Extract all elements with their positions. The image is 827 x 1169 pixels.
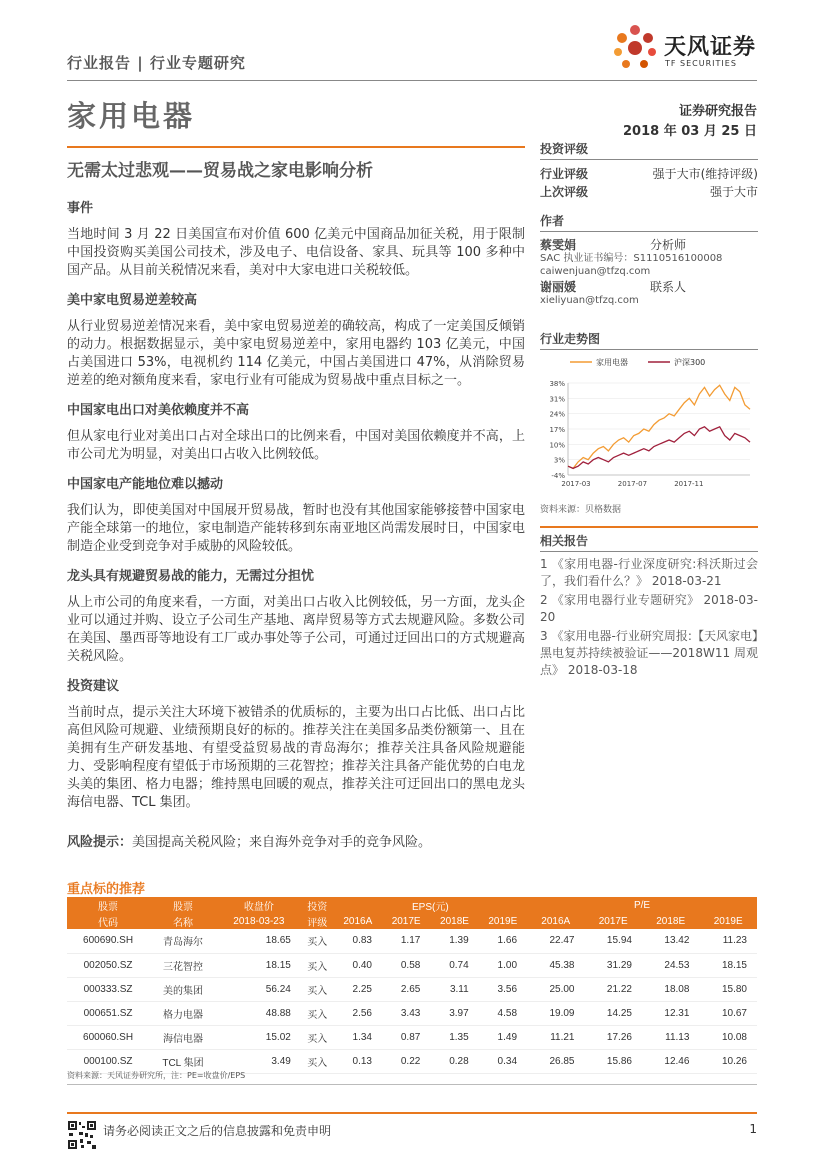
table-cell: 17.26 bbox=[584, 1025, 641, 1049]
table-cell: 1.17 bbox=[382, 929, 430, 953]
table-cell: 3.43 bbox=[382, 1001, 430, 1025]
section-trade-deficit-paragraph: 从行业贸易逆差情况来看，美中家电贸易逆差的确较高，构成了一定美国反倾销的动力。根据数据显示，美中家电贸易逆差中，家用电器约 103 亿美元，中国占美国进口 53%，电视机约 114 亿美元，中国占美国进口 47%，从消除贸易逆差的绝对额角度来看，家电行业有可能成为贸易战中重点目标之一。 bbox=[67, 319, 525, 388]
related-panel bbox=[540, 526, 758, 681]
author-email-link[interactable]: xieliyuan@tfzq.com bbox=[540, 295, 639, 306]
table-cell: 22.47 bbox=[527, 929, 584, 953]
table-cell: 2.25 bbox=[334, 977, 382, 1001]
table-cell: 0.74 bbox=[430, 953, 478, 977]
author-email-link[interactable]: caiwenjuan@tfzq.com bbox=[540, 266, 651, 277]
table-cell: 买入 bbox=[301, 1025, 334, 1049]
table-cell: 买入 bbox=[301, 1001, 334, 1025]
report-type: 证券研究报告 bbox=[678, 104, 757, 119]
x-tick-label: 2017-11 bbox=[674, 480, 704, 488]
event-heading: 事件 bbox=[67, 201, 94, 216]
table-cell: 0.40 bbox=[334, 953, 382, 977]
table-cell: 48.88 bbox=[217, 1001, 301, 1025]
table-cell: 1.66 bbox=[479, 929, 527, 953]
author-name: 蔡雯娟 bbox=[540, 237, 577, 252]
table-cell: 买入 bbox=[301, 977, 334, 1001]
col-header: 2019E bbox=[699, 913, 757, 929]
table-cell: 3.11 bbox=[430, 977, 478, 1001]
col-header: 评级 bbox=[301, 913, 334, 929]
logo-mark-icon bbox=[612, 24, 658, 72]
footer-divider bbox=[67, 1112, 757, 1114]
col-header: 2016A bbox=[527, 913, 584, 929]
table-cell: 买入 bbox=[301, 953, 334, 977]
table-cell: 3.56 bbox=[479, 977, 527, 1001]
table-cell: 18.15 bbox=[699, 953, 757, 977]
trend-heading: 行业走势图 bbox=[540, 330, 758, 350]
table-note: 资料来源：天风证券研究所，注：PE=收盘价/EPS bbox=[67, 1071, 246, 1080]
prev-rating-label: 上次评级 bbox=[540, 184, 589, 199]
section-trade-deficit-heading: 美中家电贸易逆差较高 bbox=[67, 293, 198, 308]
table-cell: 11.21 bbox=[527, 1025, 584, 1049]
table-cell: 26.85 bbox=[527, 1049, 584, 1073]
table-cell: 海信电器 bbox=[149, 1025, 217, 1049]
x-tick-label: 2017-07 bbox=[617, 480, 648, 488]
pe-group-header: P/E bbox=[527, 897, 757, 913]
table-cell: 1.35 bbox=[430, 1025, 478, 1049]
author-role: 联系人 bbox=[650, 279, 687, 294]
table-row bbox=[67, 929, 757, 953]
author-sac: SAC 执业证书编号：S1110516100008 bbox=[540, 253, 723, 264]
table-header-row bbox=[67, 913, 757, 929]
table-cell: 2.56 bbox=[334, 1001, 382, 1025]
top-divider bbox=[67, 80, 757, 81]
table-cell: 0.58 bbox=[382, 953, 430, 977]
table-cell: 15.02 bbox=[217, 1025, 301, 1049]
section-dependency-heading: 中国家电出口对美依赖度并不高 bbox=[67, 403, 250, 418]
table-cell: 25.00 bbox=[527, 977, 584, 1001]
table-cell: 3.49 bbox=[217, 1049, 301, 1073]
table-cell: 0.13 bbox=[334, 1049, 382, 1073]
table-row bbox=[67, 1001, 757, 1025]
series-line bbox=[568, 385, 750, 468]
rating-heading: 投资评级 bbox=[540, 140, 758, 160]
table-cell: 15.80 bbox=[699, 977, 757, 1001]
table-cell: 2.65 bbox=[382, 977, 430, 1001]
qr-code-icon bbox=[67, 1120, 97, 1150]
y-tick-label: -4% bbox=[551, 472, 565, 480]
table-divider bbox=[67, 1084, 757, 1085]
section-investment-heading: 投资建议 bbox=[67, 679, 120, 694]
risk-label: 风险提示： bbox=[67, 835, 133, 850]
prev-rating-value: 强于大市 bbox=[709, 184, 758, 199]
table-cell: 1.34 bbox=[334, 1025, 382, 1049]
legend-label: 家用电器 bbox=[596, 358, 628, 367]
table-cell: 18.08 bbox=[642, 977, 699, 1001]
table-cell: 13.42 bbox=[642, 929, 699, 953]
author-row bbox=[540, 236, 758, 252]
related-report-link[interactable]: 1 《家用电器-行业深度研究:科沃斯过会了，我们看什么？》 2018-03-21 bbox=[540, 557, 758, 588]
col-header: 2016A bbox=[334, 913, 382, 929]
section-leaders-paragraph: 从上市公司的角度来看，一方面，对美出口占收入比例较低，另一方面，龙头企业可以通过并购、设立子公司生产基地、离岸贸易等方式去规避风险。多数公司在美国、墨西哥等地设有工厂或办事处等子公司，可通过迂回出口的方式规避高关税风险。 bbox=[67, 595, 525, 664]
table-cell: 600690.SH bbox=[67, 929, 149, 953]
related-report-link[interactable]: 2 《家用电器行业专题研究》 2018-03-20 bbox=[540, 593, 758, 624]
prev-rating-row bbox=[540, 182, 758, 200]
col-header: 2017E bbox=[382, 913, 430, 929]
table-cell: 14.25 bbox=[584, 1001, 641, 1025]
main-content bbox=[67, 200, 525, 824]
col-header: 名称 bbox=[149, 913, 217, 929]
col-header: 2018-03-23 bbox=[217, 913, 301, 929]
table-cell: 3.97 bbox=[430, 1001, 478, 1025]
related-report-link[interactable]: 3 《家用电器-行业研究周报:【天风家电】黑电复苏持续被验证——2018W11 周观点》 2018-03-18 bbox=[540, 629, 758, 677]
table-cell: 11.13 bbox=[642, 1025, 699, 1049]
table-cell: 1.39 bbox=[430, 929, 478, 953]
col-header: 2017E bbox=[584, 913, 641, 929]
logo-name: 天风证券 bbox=[664, 35, 757, 60]
related-heading: 相关报告 bbox=[540, 532, 758, 552]
table-cell: 18.15 bbox=[217, 953, 301, 977]
y-tick-label: 24% bbox=[549, 410, 565, 419]
section-leaders-heading: 龙头具有规避贸易战的能力，无需过分担忧 bbox=[67, 569, 315, 584]
table-cell: 19.09 bbox=[527, 1001, 584, 1025]
rating-value: 强于大市(维持评级) bbox=[652, 166, 758, 181]
authors-heading: 作者 bbox=[540, 212, 758, 232]
risk-text: 美国提高关税风险；来自海外竞争对手的竞争风险。 bbox=[132, 835, 432, 850]
col-header: 2018E bbox=[642, 913, 699, 929]
disclaimer-link[interactable]: 请务必阅读正文之后的信息披露和免责申明 bbox=[103, 1124, 332, 1138]
table-cell: 0.22 bbox=[382, 1049, 430, 1073]
table-cell: 11.23 bbox=[699, 929, 757, 953]
report-date: 2018 年 03 月 25 日 bbox=[623, 124, 757, 139]
chart-source: 资料来源：贝格数据 bbox=[540, 505, 622, 515]
col-header: 收盘价 bbox=[217, 897, 301, 913]
col-header: 2018E bbox=[430, 913, 478, 929]
table-cell: 10.26 bbox=[699, 1049, 757, 1073]
col-header: 投资 bbox=[301, 897, 334, 913]
table-cell: 600060.SH bbox=[67, 1025, 149, 1049]
table-cell: 4.58 bbox=[479, 1001, 527, 1025]
table-cell: 格力电器 bbox=[149, 1001, 217, 1025]
table-cell: 000100.SZ bbox=[67, 1049, 149, 1073]
table-cell: 10.67 bbox=[699, 1001, 757, 1025]
picks-table bbox=[67, 897, 757, 1074]
report-title: 无需太过悲观——贸易战之家电影响分析 bbox=[67, 161, 373, 181]
table-cell: 15.86 bbox=[584, 1049, 641, 1073]
y-tick-label: 3% bbox=[553, 456, 565, 465]
rating-row bbox=[540, 164, 758, 182]
eps-group-header: EPS(元) bbox=[334, 897, 527, 913]
table-cell: 0.28 bbox=[430, 1049, 478, 1073]
col-header: 股票 bbox=[149, 897, 217, 913]
picks-table-title: 重点标的推荐 bbox=[67, 882, 146, 897]
table-cell: 45.38 bbox=[527, 953, 584, 977]
table-cell: 买入 bbox=[301, 1049, 334, 1073]
table-row bbox=[67, 953, 757, 977]
table-cell: 12.31 bbox=[642, 1001, 699, 1025]
table-cell: 三花智控 bbox=[149, 953, 217, 977]
rating-label: 行业评级 bbox=[540, 166, 589, 181]
y-tick-label: 38% bbox=[549, 380, 565, 388]
industry-trend-chart bbox=[540, 345, 758, 505]
series-line bbox=[568, 427, 750, 469]
related-divider bbox=[540, 526, 758, 528]
table-row bbox=[67, 977, 757, 1001]
y-tick-label: 31% bbox=[549, 395, 565, 404]
table-cell: 10.08 bbox=[699, 1025, 757, 1049]
table-cell: 24.53 bbox=[642, 953, 699, 977]
report-category: 行业报告 | 行业专题研究 bbox=[67, 54, 246, 72]
y-tick-label: 10% bbox=[549, 441, 565, 450]
col-header: 股票 bbox=[67, 897, 149, 913]
table-cell: 000651.SZ bbox=[67, 1001, 149, 1025]
page-number: 1 bbox=[749, 1122, 757, 1136]
table-cell: 31.29 bbox=[584, 953, 641, 977]
logo-en: TF SECURITIES bbox=[665, 59, 737, 68]
table-cell: 18.65 bbox=[217, 929, 301, 953]
risk-warning bbox=[67, 831, 431, 850]
table-cell: 0.83 bbox=[334, 929, 382, 953]
table-row bbox=[67, 1025, 757, 1049]
table-cell: 000333.SZ bbox=[67, 977, 149, 1001]
table-cell: 1.00 bbox=[479, 953, 527, 977]
industry-title: 家用电器 bbox=[67, 99, 196, 133]
table-cell: TCL 集团 bbox=[149, 1049, 217, 1073]
legend-label: 沪深300 bbox=[674, 358, 706, 367]
table-cell: 002050.SZ bbox=[67, 953, 149, 977]
table-cell: 56.24 bbox=[217, 977, 301, 1001]
table-cell: 青岛海尔 bbox=[149, 929, 217, 953]
title-divider bbox=[67, 146, 525, 148]
table-cell: 21.22 bbox=[584, 977, 641, 1001]
author-role: 分析师 bbox=[650, 237, 687, 252]
table-cell: 15.94 bbox=[584, 929, 641, 953]
section-capacity-paragraph: 我们认为，即使美国对中国展开贸易战，暂时也没有其他国家能够接替中国家电产能全球第一的地位，家电制造产能转移到东南亚地区尚需发展时日，中国家电制造企业受到竞争对手威胁的风险较低。 bbox=[67, 503, 525, 554]
table-cell: 12.46 bbox=[642, 1049, 699, 1073]
section-investment-paragraph: 当前时点，提示关注大环境下被错杀的优质标的，主要为出口占比低、出口占比高但风险可规避、业绩预期良好的标的。推荐关注在美国多品类份额第一、且在美拥有生产研发基地、有望受益贸易战的青岛海尔；推荐关注具备风险规避能力、受影响程度有望低于市场预期的三花智控；推荐关注具备产能优势的白电龙头美的集团、格力电器；维持黑电回暖的观点，推荐关注可迂回出口的黑电龙头海信电器、TCL 集团。 bbox=[67, 705, 525, 810]
table-header-row bbox=[67, 897, 757, 913]
author-name: 谢丽媛 bbox=[540, 279, 577, 294]
section-capacity-heading: 中国家电产能地位难以撼动 bbox=[67, 477, 224, 492]
authors-panel bbox=[540, 212, 758, 307]
table-cell: 1.49 bbox=[479, 1025, 527, 1049]
y-tick-label: 17% bbox=[549, 426, 565, 434]
col-header: 2019E bbox=[479, 913, 527, 929]
event-paragraph: 当地时间 3 月 22 日美国宣布对价值 600 亿美元中国商品加征关税，用于限制中国投资购买美国公司技术，涉及电子、电信设备、家具、玩具等 100 多种中国产品。从目前关税情况来看，美对中大家电进口关税较低。 bbox=[67, 227, 525, 278]
section-dependency-paragraph: 但从家电行业对美出口占对全球出口的比例来看，中国对美国依赖度并不高，上市公司尤为明显，对美出口占收入比例较低。 bbox=[67, 429, 525, 462]
author-row bbox=[540, 278, 758, 294]
table-cell: 0.87 bbox=[382, 1025, 430, 1049]
table-cell: 美的集团 bbox=[149, 977, 217, 1001]
table-cell: 买入 bbox=[301, 929, 334, 953]
rating-panel bbox=[540, 140, 758, 200]
x-tick-label: 2017-03 bbox=[561, 480, 591, 488]
table-cell: 0.34 bbox=[479, 1049, 527, 1073]
col-header: 代码 bbox=[67, 913, 149, 929]
tf-securities-logo bbox=[612, 24, 762, 74]
